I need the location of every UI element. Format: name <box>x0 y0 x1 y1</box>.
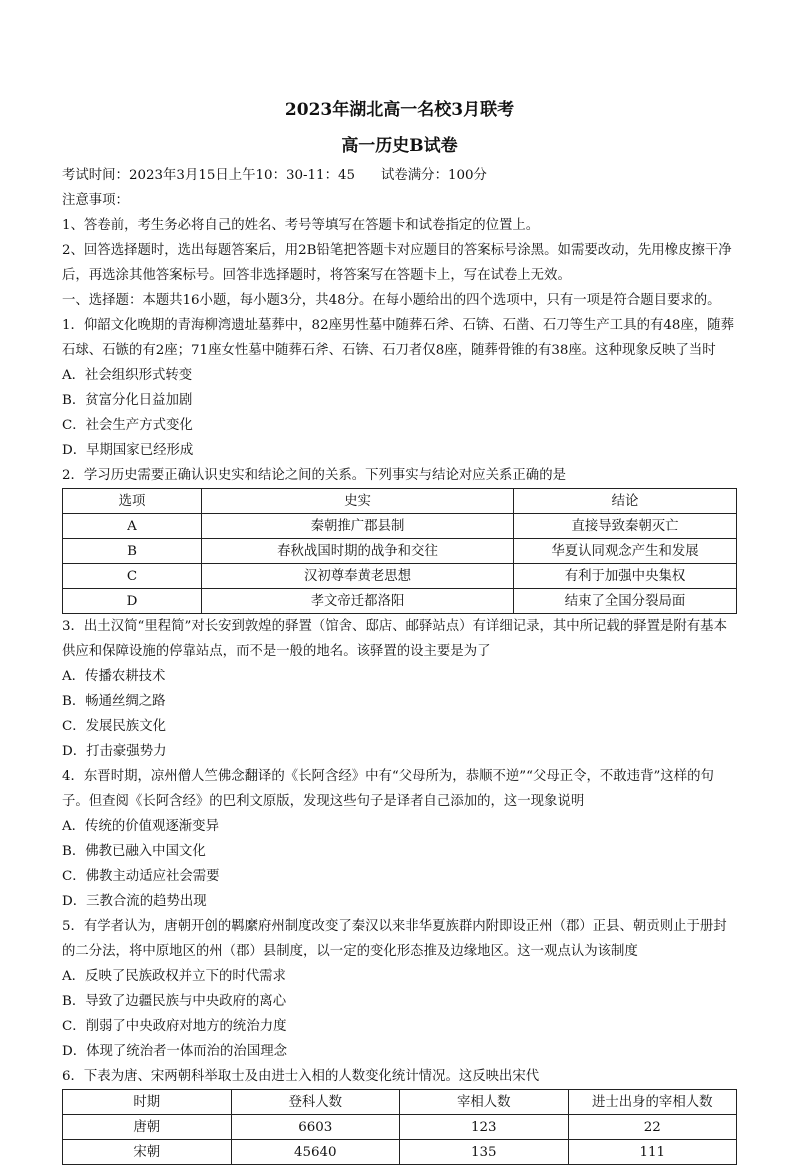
table-header-row <box>63 489 737 514</box>
table-cell: 春秋战国时期的战争和交往 <box>202 539 514 564</box>
option-b: B．贫富分化日益加剧 <box>62 393 193 408</box>
table-row <box>63 1140 737 1165</box>
table-header-cell: 时期 <box>63 1090 232 1115</box>
table-row <box>63 514 737 539</box>
option-d: D．早期国家已经形成 <box>62 443 194 458</box>
exam-score: 试卷满分：100分 <box>381 168 487 183</box>
notes-heading: 注意事项： <box>62 193 129 208</box>
note-item: 2、回答选择题时，选出每题答案后，用2B铅笔把答题卡对应题目的答案标号涂黑。如需要改动，先用橡皮擦干净后，再选涂其他答案标号。回答非选择题时，将答案写在答题卡上，写在试卷上无效。 <box>62 243 732 283</box>
table-cell: A <box>63 514 202 539</box>
option-c: C．发展民族文化 <box>62 719 166 734</box>
table-cell: C <box>63 564 202 589</box>
option-d: D．打击豪强势力 <box>62 744 167 759</box>
exam-stats-table <box>62 1089 737 1165</box>
facts-conclusions-table <box>62 488 737 614</box>
table-header-cell: 史实 <box>202 489 514 514</box>
table-header-cell: 登科人数 <box>231 1090 400 1115</box>
table-cell: 唐朝 <box>63 1115 232 1140</box>
table-header-cell: 宰相人数 <box>400 1090 569 1115</box>
question-options <box>62 964 737 1064</box>
option-a: A．反映了民族政权并立下的时代需求 <box>62 969 286 984</box>
option-b: B．畅通丝绸之路 <box>62 694 166 709</box>
table-cell: 6603 <box>231 1115 400 1140</box>
table-cell: 22 <box>568 1115 737 1140</box>
question-options <box>62 363 737 463</box>
exam-info <box>62 163 737 188</box>
section-heading: 一、选择题：本题共16小题，每小题3分，共48分。在每小题给出的四个选项中，只有一项是符合题目要求的。 <box>62 293 721 308</box>
option-b: B．导致了边疆民族与中央政府的离心 <box>62 994 287 1009</box>
option-b: B．佛教已融入中国文化 <box>62 844 206 859</box>
table-header-cell: 结论 <box>514 489 737 514</box>
table-cell: 汉初尊奉黄老思想 <box>202 564 514 589</box>
option-a: A．传统的价值观逐渐变异 <box>62 819 219 834</box>
option-a: A．传播农耕技术 <box>62 669 166 684</box>
exam-title: 2023年湖北高一名校3月联考 <box>284 100 515 120</box>
table-header-cell: 进士出身的宰相人数 <box>568 1090 737 1115</box>
table-row <box>63 1115 737 1140</box>
exam-subtitle: 高一历史B试卷 <box>341 136 458 156</box>
table-cell: 有利于加强中央集权 <box>514 564 737 589</box>
table-row <box>63 564 737 589</box>
table-cell: 111 <box>568 1140 737 1165</box>
question-stem: 1．仰韶文化晚期的青海柳湾遗址墓葬中，82座男性墓中随葬石斧、石锛、石凿、石刀等生产工具的有48座，随葬石球、石镞的有2座；71座女性墓中随葬石斧、石锛、石刀者仅8座，随葬骨锥的有38座。这种现象反映了当时 <box>62 318 734 358</box>
table-header-cell: 选项 <box>63 489 202 514</box>
question-stem: 4．东晋时期，凉州僧人竺佛念翻译的《长阿含经》中有“父母所为，恭顺不逆”“父母正令，不敢违背”这样的句子。但查阅《长阿含经》的巴利文原版，发现这些句子是译者自己添加的，这一现象说明 <box>62 769 714 809</box>
question-options <box>62 664 737 764</box>
table-cell: 孝文帝迁都洛阳 <box>202 589 514 614</box>
table-cell: B <box>63 539 202 564</box>
option-d: D．三教合流的趋势出现 <box>62 894 207 909</box>
option-c: C．削弱了中央政府对地方的统治力度 <box>62 1019 287 1034</box>
table-header-row <box>63 1090 737 1115</box>
option-c: C．社会生产方式变化 <box>62 418 193 433</box>
table-cell: 结束了全国分裂局面 <box>514 589 737 614</box>
question-stem: 3．出土汉简“里程简”对长安到敦煌的驿置（馆舍、邸店、邮驿站点）有详细记录，其中所记载的驿置是附有基本供应和保障设施的停靠站点，而不是一般的地名。该驿置的设主要是为了 <box>62 619 727 659</box>
table-cell: 秦朝推广郡县制 <box>202 514 514 539</box>
table-cell: 135 <box>400 1140 569 1165</box>
table-cell: D <box>63 589 202 614</box>
question-options <box>62 814 737 914</box>
table-cell: 华夏认同观念产生和发展 <box>514 539 737 564</box>
table-cell: 直接导致秦朝灭亡 <box>514 514 737 539</box>
table-cell: 123 <box>400 1115 569 1140</box>
table-cell: 45640 <box>231 1140 400 1165</box>
question-stem: 2．学习历史需要正确认识史实和结论之间的关系。下列事实与结论对应关系正确的是 <box>62 468 566 483</box>
question-stem: 6．下表为唐、宋两朝科举取士及由进士入相的人数变化统计情况。这反映出宋代 <box>62 1069 540 1084</box>
option-a: A．社会组织形式转变 <box>62 368 193 383</box>
table-row <box>63 539 737 564</box>
question-stem: 5．有学者认为，唐朝开创的羁縻府州制度改变了秦汉以来非华夏族群内附即设正州（郡）正县、朝贡则止于册封的二分法，将中原地区的州（郡）县制度，以一定的变化形态推及边缘地区。这一观点认为该制度 <box>62 919 727 959</box>
option-d: D．体现了统治者一体而治的治国理念 <box>62 1044 287 1059</box>
option-c: C．佛教主动适应社会需要 <box>62 869 220 884</box>
note-item: 1、答卷前，考生务必将自己的姓名、考号等填写在答题卡和试卷指定的位置上。 <box>62 218 540 233</box>
table-row <box>63 589 737 614</box>
table-cell: 宋朝 <box>63 1140 232 1165</box>
exam-time: 考试时间：2023年3月15日上午10：30-11：45 <box>62 168 356 183</box>
